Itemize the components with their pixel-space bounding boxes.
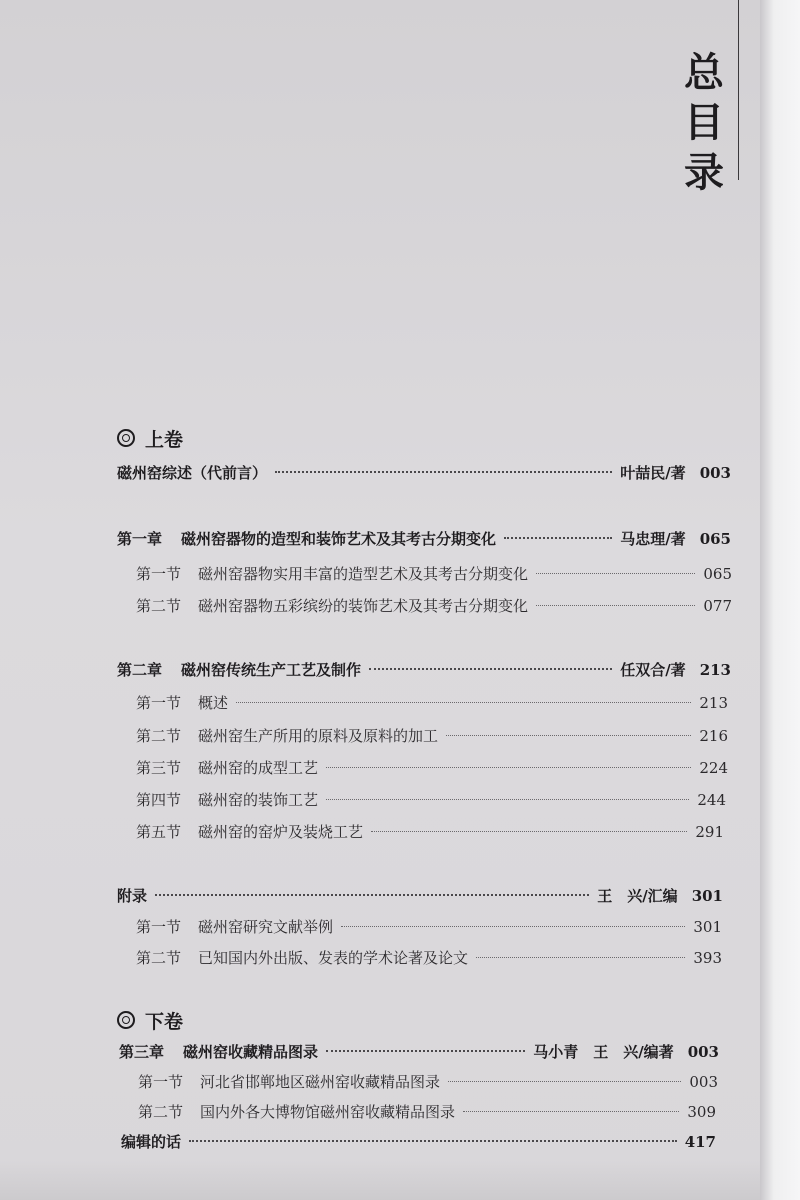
dot-leader [504, 537, 612, 539]
entry-author: 马忠理/著 [620, 530, 686, 548]
entry-title: 附录 [117, 887, 148, 905]
dot-leader [326, 767, 691, 768]
toc-entry-chapter-2[interactable] [117, 659, 731, 680]
entry-page: 309 [687, 1103, 716, 1121]
dot-leader [463, 1111, 679, 1112]
section-label: 第二节 [136, 949, 182, 967]
toc-entry-section[interactable] [136, 789, 726, 810]
entry-page: 213 [699, 694, 728, 712]
dot-leader [448, 1081, 681, 1082]
entry-page: 213 [699, 661, 731, 679]
section-label: 第四节 [136, 791, 182, 809]
toc-entry-preface[interactable] [117, 462, 731, 483]
toc-entry-section[interactable] [136, 725, 728, 746]
section-label: 第五节 [136, 823, 182, 841]
dot-leader [536, 605, 695, 606]
entry-title: 磁州窑生产所用的原料及原料的加工 [198, 727, 439, 745]
chapter-label: 第二章 [117, 661, 163, 679]
page-edge [760, 0, 800, 1200]
entry-title: 磁州窑器物实用丰富的造型艺术及其考古分期变化 [198, 565, 529, 583]
entry-title: 磁州窑的窑炉及装烧工艺 [198, 823, 364, 841]
entry-title: 磁州窑研究文献举例 [198, 918, 334, 936]
toc-entry-section[interactable] [136, 692, 728, 713]
entry-page: 224 [699, 759, 728, 777]
entry-author: 叶喆民/著 [620, 464, 686, 482]
volume-heading-lower [117, 1006, 183, 1034]
dot-leader [275, 471, 612, 473]
entry-author: 任双合/著 [620, 661, 686, 679]
title-char: 总 [684, 49, 724, 96]
entry-title: 磁州窑器物五彩缤纷的装饰艺术及其考古分期变化 [198, 597, 529, 615]
section-label: 第三节 [136, 759, 182, 777]
section-label: 第二节 [138, 1103, 184, 1121]
entry-title: 磁州窑器物的造型和装饰艺术及其考古分期变化 [181, 530, 497, 548]
entry-title: 磁州窑的装饰工艺 [198, 791, 319, 809]
entry-page: 301 [693, 918, 722, 936]
section-label: 第一节 [136, 694, 182, 712]
entry-page: 003 [699, 464, 731, 482]
entry-author: 马小青 王 兴/编著 [533, 1043, 674, 1061]
section-label: 第二节 [136, 727, 182, 745]
toc-entry-section[interactable] [136, 595, 732, 616]
entry-title: 国内外各大博物馆磁州窑收藏精品图录 [200, 1103, 456, 1121]
volume-heading-upper [117, 424, 183, 452]
entry-page: 393 [693, 949, 722, 967]
toc-entry-editor-note[interactable] [121, 1131, 716, 1152]
entry-title: 概述 [198, 694, 229, 712]
entry-title: 磁州窑的成型工艺 [198, 759, 319, 777]
section-label: 第二节 [136, 597, 182, 615]
entry-page: 003 [687, 1043, 719, 1061]
page-shadow [0, 1160, 760, 1200]
section-label: 第一节 [136, 918, 182, 936]
entry-page: 065 [699, 530, 731, 548]
dot-leader [476, 957, 685, 958]
entry-page: 301 [691, 887, 723, 905]
entry-title: 磁州窑综述（代前言） [117, 464, 268, 482]
dot-leader [341, 926, 685, 927]
entry-page: 077 [703, 597, 732, 615]
dot-leader [369, 668, 612, 670]
dot-leader [326, 1050, 525, 1052]
chapter-label: 第一章 [117, 530, 163, 548]
dot-leader [371, 831, 687, 832]
volume-label: 上卷 [145, 428, 184, 451]
toc-entry-section[interactable] [136, 821, 724, 842]
entry-page: 003 [689, 1073, 718, 1091]
toc-entry-section[interactable] [138, 1071, 718, 1092]
title-char: 目 [684, 99, 724, 146]
dot-leader [536, 573, 695, 574]
double-circle-icon [117, 429, 135, 447]
chapter-label: 第三章 [119, 1043, 165, 1061]
toc-entry-section[interactable] [138, 1101, 716, 1122]
entry-title: 已知国内外出版、发表的学术论著及论文 [198, 949, 469, 967]
dot-leader [236, 702, 691, 703]
section-label: 第一节 [136, 565, 182, 583]
toc-entry-section[interactable] [136, 757, 728, 778]
volume-label: 下卷 [145, 1010, 184, 1033]
entry-title: 磁州窑传统生产工艺及制作 [181, 661, 362, 679]
toc-entry-section[interactable] [136, 916, 722, 937]
double-circle-icon [117, 1011, 135, 1029]
toc-entry-chapter-1[interactable] [117, 528, 731, 549]
toc-entry-section[interactable] [136, 947, 722, 968]
toc-entry-appendix[interactable] [117, 885, 723, 906]
entry-page: 216 [699, 727, 728, 745]
dot-leader [446, 735, 691, 736]
dot-leader [155, 894, 589, 896]
entry-page: 417 [684, 1133, 716, 1151]
entry-title: 编辑的话 [121, 1133, 182, 1151]
dot-leader [326, 799, 689, 800]
page-title [682, 48, 726, 198]
title-char: 录 [684, 149, 724, 196]
entry-page: 244 [697, 791, 726, 809]
entry-page: 291 [695, 823, 724, 841]
toc-entry-section[interactable] [136, 563, 732, 584]
title-rule [738, 0, 739, 180]
section-label: 第一节 [138, 1073, 184, 1091]
entry-author: 王 兴/汇编 [597, 887, 678, 905]
entry-page: 065 [703, 565, 732, 583]
entry-title: 河北省邯郸地区磁州窑收藏精品图录 [200, 1073, 441, 1091]
dot-leader [189, 1140, 677, 1142]
toc-entry-chapter-3[interactable] [119, 1041, 719, 1062]
entry-title: 磁州窑收藏精品图录 [183, 1043, 319, 1061]
